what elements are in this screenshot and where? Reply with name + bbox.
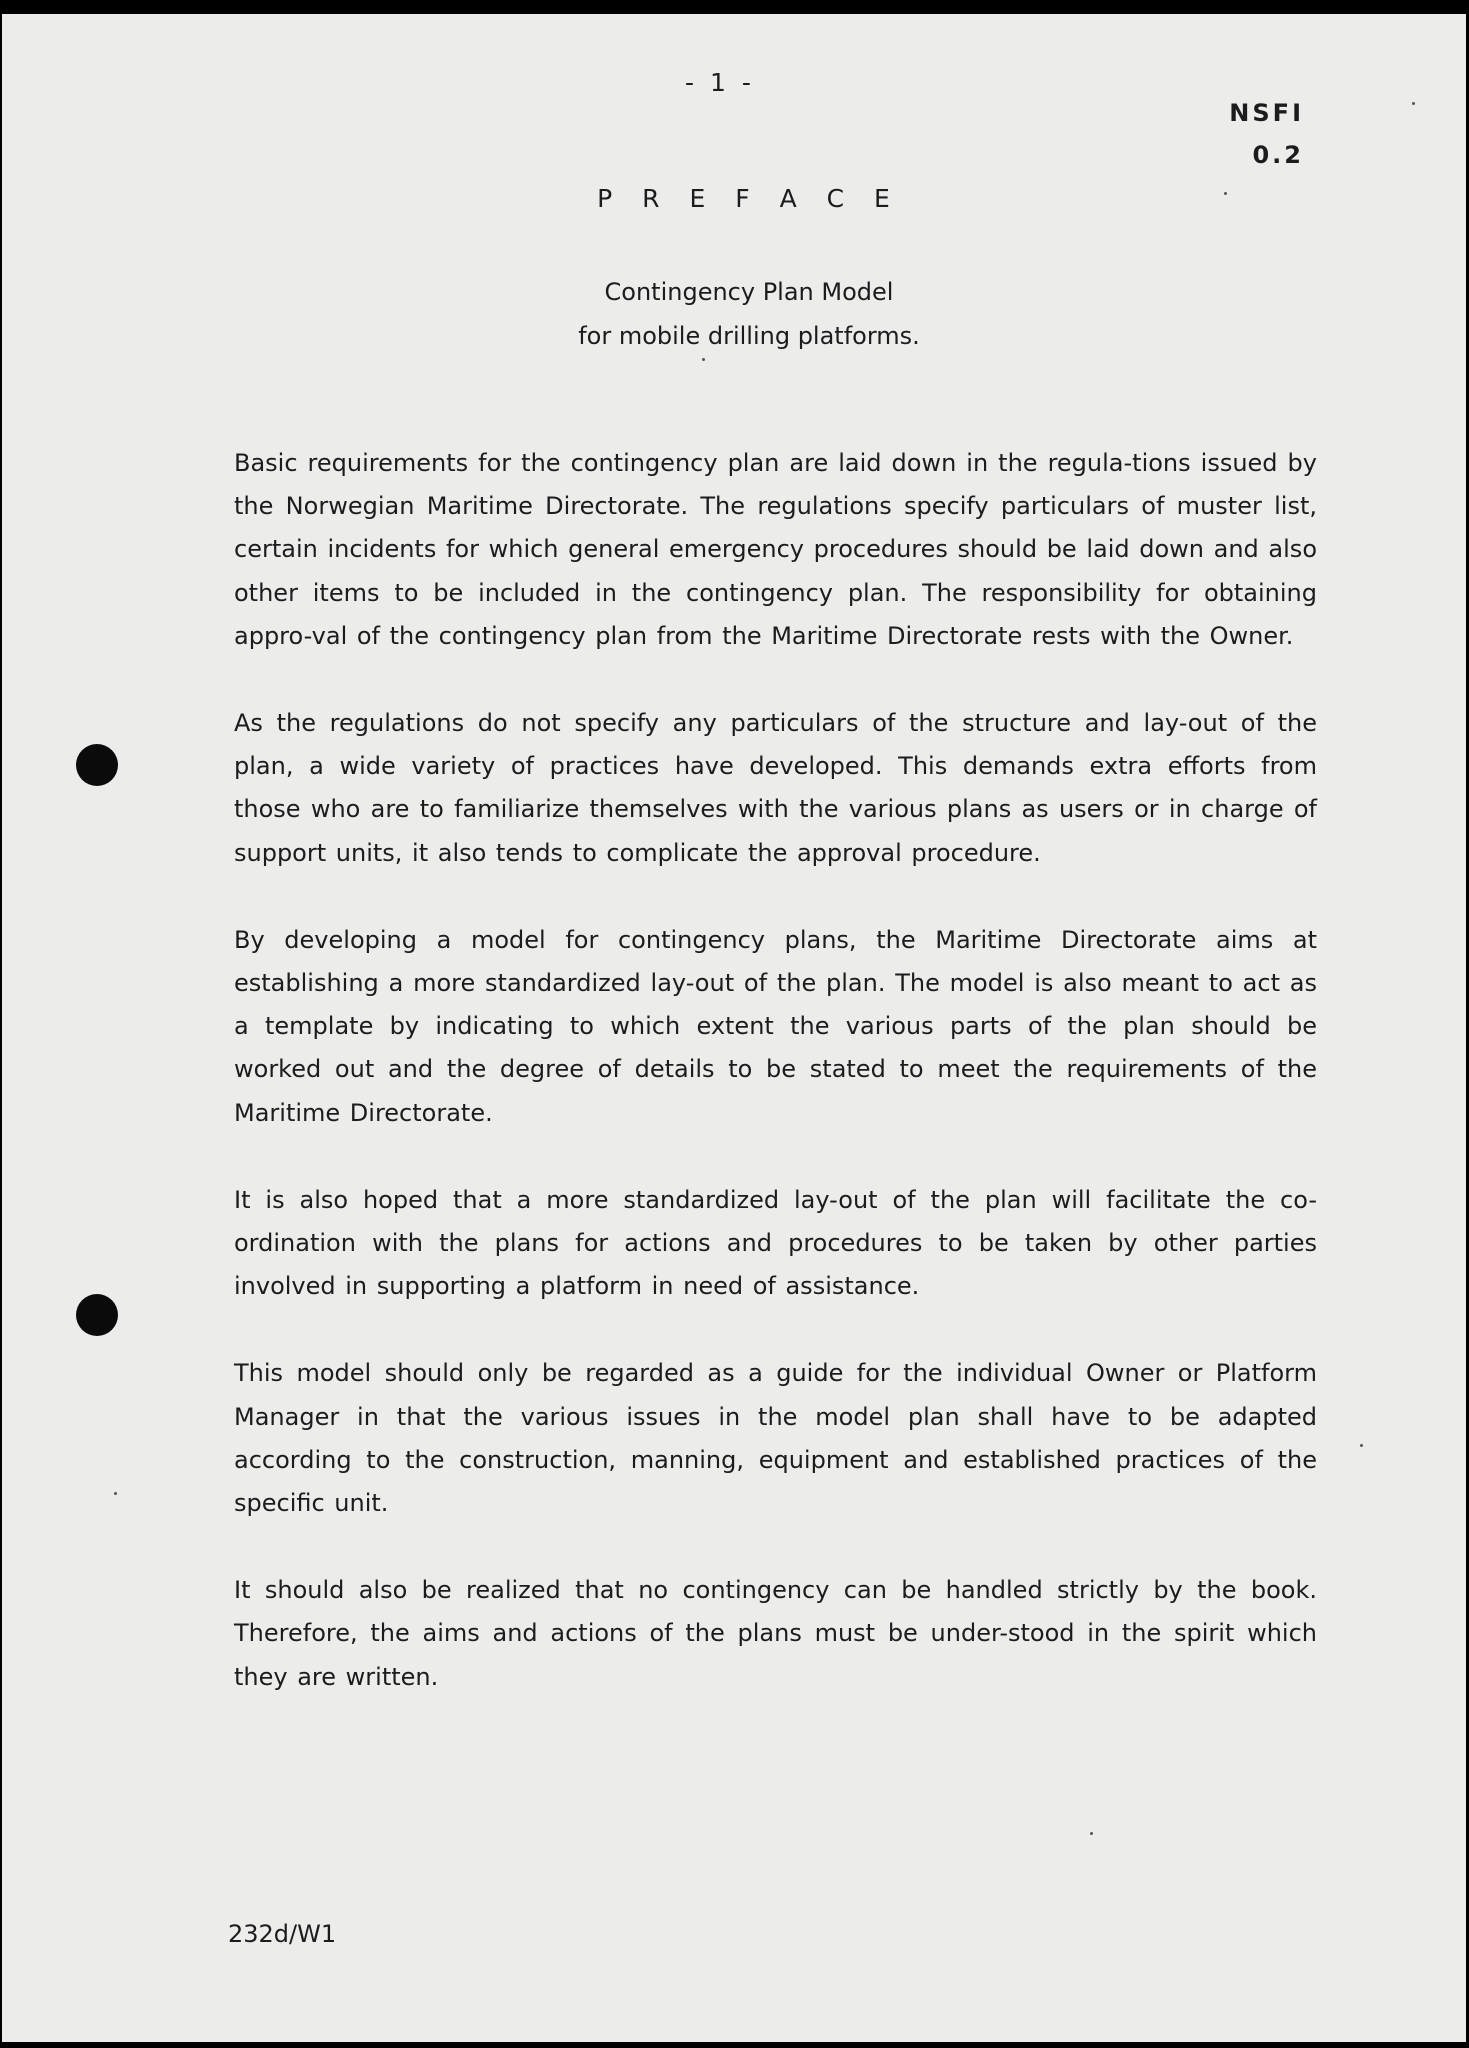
paragraph: It should also be realized that no contingency can be handled strictly by the book. Therefore, the aims and actions of the plans must be under-stood in the spirit which they are written. bbox=[234, 1576, 1317, 1691]
document-page bbox=[2, 14, 1466, 2042]
document-code bbox=[1229, 92, 1304, 176]
paragraph: This model should only be regarded as a guide for the individual Owner or Platform Manager in that the various issues in the model plan shall have to be adapted according to the construction, manning, equipment and established practices of the specific unit. bbox=[234, 1359, 1317, 1518]
subtitle-line: for mobile drilling platforms. bbox=[578, 322, 920, 350]
subtitle bbox=[2, 270, 1466, 358]
scan-speck bbox=[702, 358, 705, 361]
document-code-section: 0.2 bbox=[1252, 141, 1304, 169]
page-number: - 1 - bbox=[685, 68, 755, 97]
paragraph: It is also hoped that a more standardized lay-out of the plan will facilitate the co-ordination with the plans for actions and procedures to be taken by other parties involved in supporting a platform in need of assistance. bbox=[234, 1185, 1317, 1301]
scan-speck bbox=[114, 1492, 117, 1495]
punch-hole bbox=[76, 744, 118, 786]
body-text bbox=[234, 442, 1317, 1743]
document-code-series: NSFI bbox=[1229, 99, 1304, 127]
scan-speck bbox=[1360, 1444, 1363, 1447]
page-title: P R E F A C E bbox=[597, 184, 901, 213]
scan-speck bbox=[1412, 102, 1415, 105]
paragraph: As the regulations do not specify any particulars of the structure and lay-out of the plan, a wide variety of practices have developed. This demands extra efforts from those who are to familiarize themselves with the various plans as users or in charge of support units, it also tends to complicate the approval procedure. bbox=[234, 709, 1317, 867]
footer-code: 232d/W1 bbox=[228, 1920, 337, 1948]
paragraph: Basic requirements for the contingency plan are laid down in the regula-tions issued by the Norwegian Maritime Directorate. The regulations specify particulars of muster list, certain incidents for which general emergency procedures should be laid down and also other items to be included in the contingency plan. The responsibility for obtaining appro-val of the contingency plan from the Maritime Directorate rests with the Owner. bbox=[234, 449, 1317, 650]
scan-speck bbox=[1090, 1832, 1093, 1835]
subtitle-line: Contingency Plan Model bbox=[604, 278, 894, 306]
paragraph: By developing a model for contingency plans, the Maritime Directorate aims at establishing a more standardized lay-out of the plan. The model is also meant to act as a template by indicating to which extent the various parts of the plan should be worked out and the degree of details to be stated to meet the requirements of the Maritime Directorate. bbox=[234, 925, 1317, 1127]
punch-hole bbox=[76, 1294, 118, 1336]
